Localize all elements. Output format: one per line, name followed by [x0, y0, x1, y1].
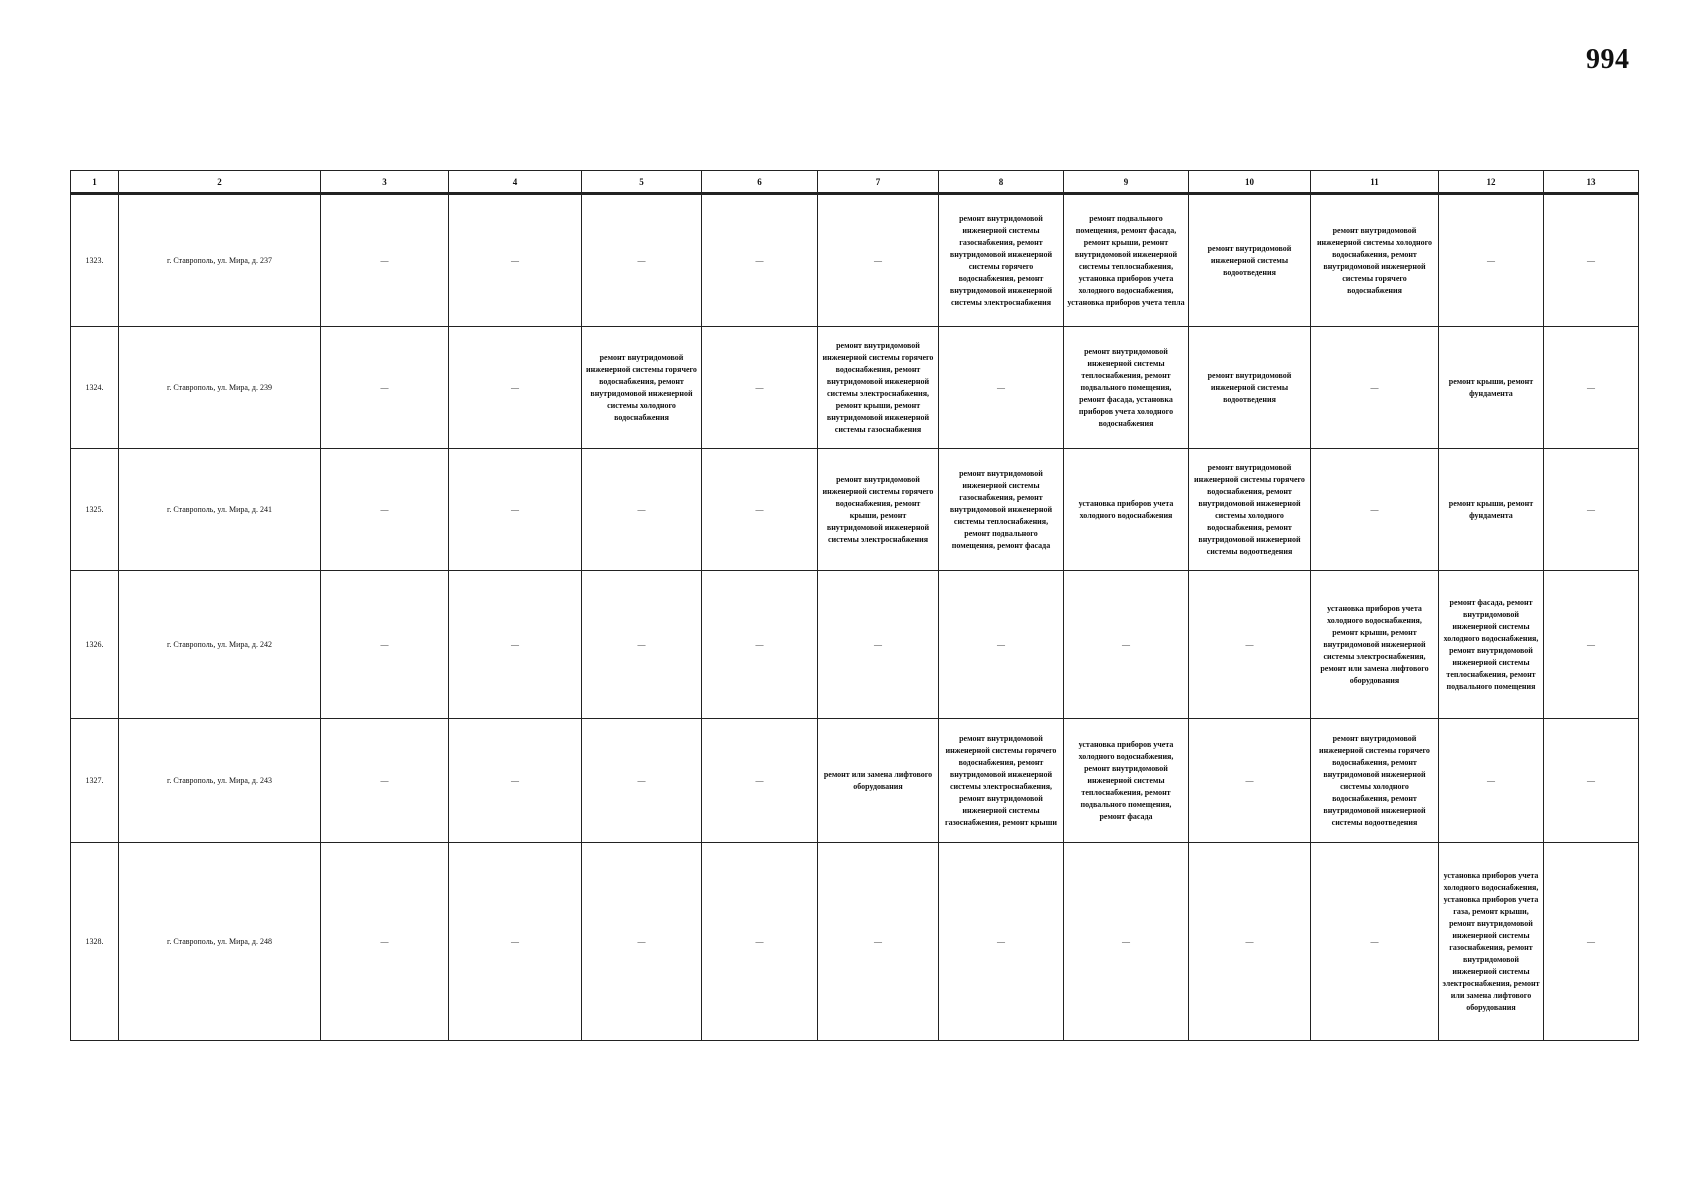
- row-number: 1328.: [71, 843, 119, 1041]
- empty-cell: —: [1189, 719, 1311, 843]
- row-number: 1325.: [71, 449, 119, 571]
- empty-cell: —: [582, 843, 702, 1041]
- row-number: 1324.: [71, 327, 119, 449]
- empty-cell: —: [321, 449, 449, 571]
- table-body: [71, 194, 1639, 1041]
- repair-schedule-table: [70, 170, 1639, 1041]
- empty-cell: —: [1544, 719, 1639, 843]
- address-cell: г. Ставрополь, ул. Мира, д. 241: [119, 449, 321, 571]
- work-description-cell: установка приборов учета холодного водоснабжения, установка приборов учета газа, ремонт крыши, ремонт внутридомовой инженерной системы газоснабжения, ремонт внутридомовой инженерной системы электроснабжения, ремонт или замена лифтового оборудования: [1439, 843, 1544, 1041]
- work-description-cell: ремонт внутридомовой инженерной системы горячего водоснабжения, ремонт внутридомовой инженерной системы холодного водоснабжения, ремонт внутридомовой инженерной системы водоотведения: [1189, 449, 1311, 571]
- address-cell: г. Ставрополь, ул. Мира, д. 243: [119, 719, 321, 843]
- column-header-4: 4: [449, 171, 582, 194]
- empty-cell: —: [1311, 843, 1439, 1041]
- empty-cell: —: [1064, 843, 1189, 1041]
- empty-cell: —: [449, 327, 582, 449]
- work-description-cell: ремонт подвального помещения, ремонт фасада, ремонт крыши, ремонт внутридомовой инженерной системы теплоснабжения, установка приборов учета холодного водоснабжения, установка приборов учета тепла: [1064, 194, 1189, 327]
- row-number: 1323.: [71, 194, 119, 327]
- column-header-2: 2: [119, 171, 321, 194]
- column-header-6: 6: [702, 171, 818, 194]
- work-description-cell: ремонт внутридомовой инженерной системы горячего водоснабжения, ремонт внутридомовой инженерной системы холодного водоснабжения, ремонт внутридомовой инженерной системы водоотведения: [1311, 719, 1439, 843]
- work-description-cell: ремонт фасада, ремонт внутридомовой инженерной системы холодного водоснабжения, ремонт внутридомовой инженерной системы теплоснабжения, ремонт подвального помещения: [1439, 571, 1544, 719]
- empty-cell: —: [702, 449, 818, 571]
- empty-cell: —: [321, 843, 449, 1041]
- work-description-cell: ремонт крыши, ремонт фундамента: [1439, 327, 1544, 449]
- column-header-7: 7: [818, 171, 939, 194]
- work-description-cell: ремонт внутридомовой инженерной системы теплоснабжения, ремонт подвального помещения, ремонт фасада, установка приборов учета холодного водоснабжения: [1064, 327, 1189, 449]
- empty-cell: —: [702, 571, 818, 719]
- empty-cell: —: [582, 194, 702, 327]
- page-number: 994: [1586, 44, 1630, 75]
- column-header-11: 11: [1311, 171, 1439, 194]
- address-cell: г. Ставрополь, ул. Мира, д. 237: [119, 194, 321, 327]
- table-row: [71, 327, 1639, 449]
- address-cell: г. Ставрополь, ул. Мира, д. 242: [119, 571, 321, 719]
- address-cell: г. Ставрополь, ул. Мира, д. 239: [119, 327, 321, 449]
- empty-cell: —: [702, 194, 818, 327]
- work-description-cell: установка приборов учета холодного водоснабжения, ремонт крыши, ремонт внутридомовой инженерной системы электроснабжения, ремонт или замена лифтового оборудования: [1311, 571, 1439, 719]
- empty-cell: —: [702, 719, 818, 843]
- work-description-cell: ремонт внутридомовой инженерной системы горячего водоснабжения, ремонт внутридомовой инженерной системы электроснабжения, ремонт внутридомовой инженерной системы газоснабжения, ремонт крыши: [939, 719, 1064, 843]
- work-description-cell: ремонт внутридомовой инженерной системы горячего водоснабжения, ремонт внутридомовой инженерной системы холодного водоснабжения: [582, 327, 702, 449]
- empty-cell: —: [1544, 843, 1639, 1041]
- table-row: [71, 843, 1639, 1041]
- empty-cell: —: [1311, 327, 1439, 449]
- column-number-row: [71, 171, 1639, 194]
- work-description-cell: ремонт внутридомовой инженерной системы горячего водоснабжения, ремонт внутридомовой инженерной системы электроснабжения, ремонт крыши, ремонт внутридомовой инженерной системы газоснабжения: [818, 327, 939, 449]
- work-description-cell: ремонт внутридомовой инженерной системы холодного водоснабжения, ремонт внутридомовой инженерной системы горячего водоснабжения: [1311, 194, 1439, 327]
- empty-cell: —: [1311, 449, 1439, 571]
- column-header-10: 10: [1189, 171, 1311, 194]
- work-description-cell: ремонт внутридомовой инженерной системы горячего водоснабжения, ремонт крыши, ремонт внутридомовой инженерной системы электроснабжения: [818, 449, 939, 571]
- empty-cell: —: [818, 571, 939, 719]
- empty-cell: —: [1189, 571, 1311, 719]
- empty-cell: —: [449, 571, 582, 719]
- empty-cell: —: [939, 327, 1064, 449]
- column-header-5: 5: [582, 171, 702, 194]
- work-description-cell: установка приборов учета холодного водоснабжения: [1064, 449, 1189, 571]
- empty-cell: —: [702, 843, 818, 1041]
- empty-cell: —: [449, 449, 582, 571]
- empty-cell: —: [321, 719, 449, 843]
- empty-cell: —: [449, 719, 582, 843]
- column-header-1: 1: [71, 171, 119, 194]
- work-description-cell: ремонт или замена лифтового оборудования: [818, 719, 939, 843]
- empty-cell: —: [321, 194, 449, 327]
- empty-cell: —: [818, 194, 939, 327]
- empty-cell: —: [321, 571, 449, 719]
- empty-cell: —: [939, 843, 1064, 1041]
- empty-cell: —: [582, 571, 702, 719]
- empty-cell: —: [1544, 327, 1639, 449]
- work-description-cell: ремонт крыши, ремонт фундамента: [1439, 449, 1544, 571]
- column-header-9: 9: [1064, 171, 1189, 194]
- empty-cell: —: [1189, 843, 1311, 1041]
- empty-cell: —: [702, 327, 818, 449]
- empty-cell: —: [1544, 571, 1639, 719]
- empty-cell: —: [939, 571, 1064, 719]
- table-row: [71, 194, 1639, 327]
- column-header-8: 8: [939, 171, 1064, 194]
- empty-cell: —: [1544, 449, 1639, 571]
- empty-cell: —: [449, 843, 582, 1041]
- empty-cell: —: [1439, 719, 1544, 843]
- column-header-12: 12: [1439, 171, 1544, 194]
- empty-cell: —: [818, 843, 939, 1041]
- empty-cell: —: [1064, 571, 1189, 719]
- table-row: [71, 449, 1639, 571]
- table-row: [71, 571, 1639, 719]
- empty-cell: —: [582, 719, 702, 843]
- work-description-cell: ремонт внутридомовой инженерной системы газоснабжения, ремонт внутридомовой инженерной системы теплоснабжения, ремонт подвального помещения, ремонт фасада: [939, 449, 1064, 571]
- row-number: 1327.: [71, 719, 119, 843]
- work-description-cell: ремонт внутридомовой инженерной системы газоснабжения, ремонт внутридомовой инженерной системы горячего водоснабжения, ремонт внутридомовой инженерной системы электроснабжения: [939, 194, 1064, 327]
- column-header-13: 13: [1544, 171, 1639, 194]
- empty-cell: —: [1544, 194, 1639, 327]
- column-header-3: 3: [321, 171, 449, 194]
- work-description-cell: установка приборов учета холодного водоснабжения, ремонт внутридомовой инженерной системы теплоснабжения, ремонт подвального помещения, ремонт фасада: [1064, 719, 1189, 843]
- empty-cell: —: [449, 194, 582, 327]
- table-row: [71, 719, 1639, 843]
- empty-cell: —: [1439, 194, 1544, 327]
- empty-cell: —: [321, 327, 449, 449]
- empty-cell: —: [582, 449, 702, 571]
- address-cell: г. Ставрополь, ул. Мира, д. 248: [119, 843, 321, 1041]
- work-description-cell: ремонт внутридомовой инженерной системы водоотведения: [1189, 194, 1311, 327]
- row-number: 1326.: [71, 571, 119, 719]
- work-description-cell: ремонт внутридомовой инженерной системы водоотведения: [1189, 327, 1311, 449]
